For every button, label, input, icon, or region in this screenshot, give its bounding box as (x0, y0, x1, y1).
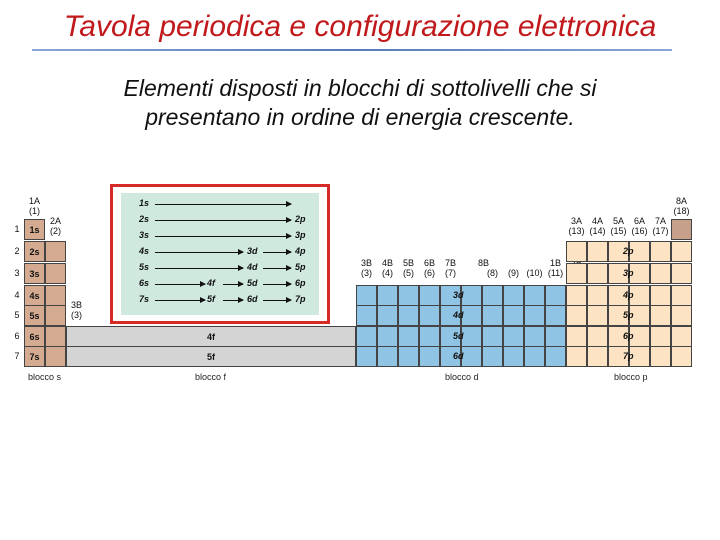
inset-d-label: 5d (247, 278, 258, 288)
inset-d-label: 4d (247, 262, 258, 272)
s-block-cell-2: 2s (24, 241, 45, 262)
group-header-d: 6B (6) (423, 258, 435, 278)
p-block-cell (587, 241, 608, 262)
inset-s-label: 7s (139, 294, 150, 304)
inset-arrow (155, 268, 243, 269)
group-header-p: 8A (18) (673, 196, 690, 216)
inset-arrow (263, 268, 291, 269)
d-block-cell (482, 285, 503, 306)
inset-s-label: 1s (139, 198, 150, 208)
page-title: Tavola periodica e configurazione elettronica (63, 10, 657, 43)
inset-arrow (155, 204, 291, 205)
p-block-cell (587, 263, 608, 284)
d-block-cell (419, 346, 440, 367)
p-block-cell (587, 285, 608, 306)
group-header-d: 4B (4) (381, 258, 393, 278)
group-header-2a: 2A (2) (49, 216, 61, 236)
inset-p-label: 3p (295, 230, 306, 240)
inset-arrow (223, 300, 243, 301)
s-block-cell-2-5 (45, 305, 66, 326)
inset-f-label: 4f (207, 278, 216, 288)
d-block-cell (377, 346, 398, 367)
p-block-cell (650, 326, 671, 347)
p-block-cell (650, 346, 671, 367)
d-block-cell (503, 346, 524, 367)
d-block-cell (545, 346, 566, 367)
p-block-cell (566, 346, 587, 367)
d-block-cell (503, 285, 524, 306)
d-block-cell (461, 326, 482, 347)
p-block-cell (650, 241, 671, 262)
subtitle-line-1: Elementi disposti in blocchi di sottolivelli che si (123, 75, 597, 101)
inset-arrow (263, 284, 291, 285)
period-label: 1 (14, 224, 20, 234)
s-block-cell-2-4 (45, 285, 66, 306)
d-block-cell (524, 305, 545, 326)
d-block-cell (461, 305, 482, 326)
s-block-cell-2-6 (45, 326, 66, 347)
d-block-cell (524, 285, 545, 306)
group-header-d: (9) (508, 268, 519, 278)
group-header-1a: 1A (1) (28, 196, 40, 216)
d-block-cell (377, 326, 398, 347)
period-label: 4 (14, 290, 20, 300)
period-label: 6 (14, 331, 20, 341)
group-header-d: (8) (487, 268, 498, 278)
d-block-cell (461, 285, 482, 306)
p-block-cell (587, 305, 608, 326)
p-block-label: 5p (623, 310, 634, 320)
inset-s-label: 3s (139, 230, 150, 240)
d-block-cell (524, 326, 545, 347)
period-label: 5 (14, 310, 20, 320)
block-label: blocco s (28, 372, 62, 382)
energy-order-inset (110, 184, 330, 324)
inset-p-label: 6p (295, 278, 306, 288)
inset-arrow (155, 236, 291, 237)
d-block-cell (356, 326, 377, 347)
group-header-p: 6A (16) (631, 216, 648, 236)
d-block-cell (419, 285, 440, 306)
block-label: blocco p (614, 372, 648, 382)
group-header-3b: 3B (3) (70, 300, 82, 320)
p-block-cell (650, 305, 671, 326)
group-header-d: 5B (5) (402, 258, 414, 278)
f-block-row-7: 5f (66, 346, 356, 367)
s-block-cell-3: 3s (24, 263, 45, 284)
block-label: blocco f (195, 372, 227, 382)
period-label: 7 (14, 351, 20, 361)
inset-arrow (155, 284, 205, 285)
inset-d-label: 6d (247, 294, 258, 304)
p-block-cell (671, 326, 692, 347)
s-block-cell-7: 7s (24, 346, 45, 367)
p-block-cell (566, 326, 587, 347)
d-block-cell (377, 285, 398, 306)
f-block-row-6: 4f (66, 326, 356, 347)
p-block-cell (671, 346, 692, 367)
inset-arrow (223, 284, 243, 285)
p-block-cell (566, 263, 587, 284)
d-block-cell (398, 285, 419, 306)
d-block-cell (419, 305, 440, 326)
d-block-cell (545, 305, 566, 326)
inset-arrow (263, 300, 291, 301)
d-block-cell (356, 285, 377, 306)
d-block-cell (545, 326, 566, 347)
group-header-p: 4A (14) (589, 216, 606, 236)
p-block-label: 4p (623, 290, 634, 300)
d-block-cell (461, 346, 482, 367)
d-block-cell (377, 305, 398, 326)
p-block-cell (671, 305, 692, 326)
inset-arrow (155, 252, 243, 253)
inset-arrow (263, 252, 291, 253)
p-block-label: 7p (623, 351, 634, 361)
d-block-cell (398, 326, 419, 347)
p-block-cell (587, 326, 608, 347)
d-block-cell (356, 305, 377, 326)
s-block-cell-5: 5s (24, 305, 45, 326)
s-block-cell-2-7 (45, 346, 66, 367)
d-block-cell (545, 285, 566, 306)
p-block-cell (566, 305, 587, 326)
d-block-label: 5d (453, 331, 464, 341)
inset-s-label: 2s (139, 214, 150, 224)
p-block-cell (650, 263, 671, 284)
inset-d-label: 3d (247, 246, 258, 256)
p-block-cell (671, 263, 692, 284)
inset-p-label: 7p (295, 294, 306, 304)
d-block-cell (356, 346, 377, 367)
group-header-p: 7A (17) (652, 216, 669, 236)
group-header-p: 5A (15) (610, 216, 627, 236)
d-block-cell (398, 346, 419, 367)
inset-f-label: 5f (207, 294, 216, 304)
period-label: 2 (14, 246, 20, 256)
p-block-label: 2p (623, 246, 634, 256)
inset-s-label: 4s (139, 246, 150, 256)
p-block-cell (650, 285, 671, 306)
s-block-cell-4: 4s (24, 285, 45, 306)
d-block-cell (398, 305, 419, 326)
d-block-label: 3d (453, 290, 464, 300)
inset-s-label: 6s (139, 278, 150, 288)
inset-s-label: 5s (139, 262, 150, 272)
s-block-cell-2-3 (45, 263, 66, 284)
p-block-label: 6p (623, 331, 634, 341)
s-block-cell-2-2 (45, 241, 66, 262)
block-label: blocco d (445, 372, 479, 382)
p-block-cell (587, 346, 608, 367)
inset-arrow (155, 300, 205, 301)
group-header-d: 8B (477, 258, 489, 268)
d-block-cell (419, 326, 440, 347)
group-header-d: 7B (7) (444, 258, 456, 278)
d-block-cell (482, 305, 503, 326)
p-block-cell (566, 285, 587, 306)
d-block-cell (524, 346, 545, 367)
inset-p-label: 5p (295, 262, 306, 272)
inset-arrow (155, 220, 291, 221)
d-block-label: 4d (453, 310, 464, 320)
helium-cell (671, 219, 692, 240)
inset-p-label: 4p (295, 246, 306, 256)
period-label: 3 (14, 268, 20, 278)
energy-order-panel (121, 193, 319, 315)
group-header-d: 3B (3) (360, 258, 372, 278)
group-header-p: 3A (13) (568, 216, 585, 236)
p-block-cell (566, 241, 587, 262)
s-block-cell-1: 1s (24, 219, 45, 240)
d-block-label: 6d (453, 351, 464, 361)
subtitle-line-2: presentano in ordine di energia crescente. (145, 104, 575, 130)
s-block-cell-6: 6s (24, 326, 45, 347)
d-block-cell (482, 326, 503, 347)
group-header-d: (10) (526, 268, 543, 278)
d-block-cell (503, 305, 524, 326)
d-block-cell (503, 326, 524, 347)
p-block-label: 3p (623, 268, 634, 278)
p-block-cell (671, 241, 692, 262)
p-block-cell (671, 285, 692, 306)
group-header-d: 1B (11) (547, 258, 564, 278)
inset-p-label: 2p (295, 214, 306, 224)
d-block-cell (482, 346, 503, 367)
